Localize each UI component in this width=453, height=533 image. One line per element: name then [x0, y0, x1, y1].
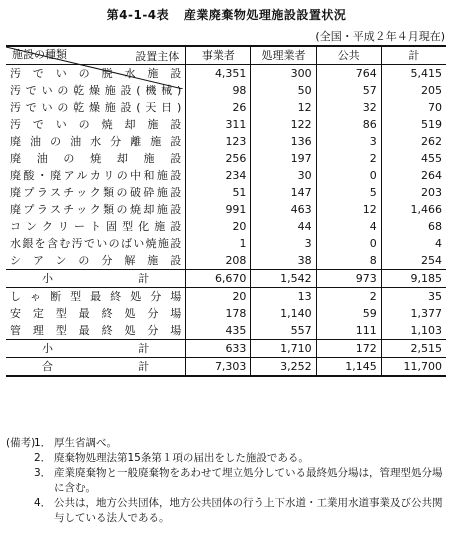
header-col-public: 公共 — [316, 46, 381, 65]
cell-total: 455 — [421, 152, 442, 165]
cell-public: 59 — [316, 305, 381, 322]
facility-type-label: 廃プラスチック類の焼却施設 — [6, 201, 186, 218]
subtotal2-business: 633 — [186, 340, 251, 358]
facility-type-label: 廃酸・廃アルカリの中和施設 — [6, 167, 186, 184]
cell-business: 208 — [186, 252, 251, 270]
header-type-label: 施設の種類 — [12, 48, 67, 61]
cell-total: 203 — [421, 186, 442, 199]
subtotal2-label: 小 計 — [6, 340, 186, 358]
cell-processor: 1,140 — [251, 305, 316, 322]
cell-processor: 3 — [251, 235, 316, 252]
cell-public: 12 — [316, 201, 381, 218]
grand-total-row — [6, 358, 446, 377]
table-row — [6, 235, 446, 252]
cell-public: 0 — [316, 235, 381, 252]
group2-body — [6, 288, 446, 340]
grand-total-public: 1,145 — [316, 358, 381, 377]
group1-body — [6, 65, 446, 270]
subtotal1-processor: 1,542 — [251, 270, 316, 288]
cell-total: 4 — [435, 237, 442, 250]
cell-total: 1,377 — [410, 307, 442, 320]
cell-total: 264 — [421, 169, 442, 182]
table-title-text: 産業廃棄物処理施設設置状況 — [183, 8, 347, 22]
subtotal2-processor: 1,710 — [251, 340, 316, 358]
cell-public: 3 — [316, 133, 381, 150]
cell-business: 20 — [186, 288, 251, 306]
cell-processor: 12 — [251, 99, 316, 116]
facility-type-label: 廃油の油水分離施設 — [6, 133, 186, 150]
subtotal1-business: 6,670 — [186, 270, 251, 288]
notes — [6, 436, 446, 526]
table-row — [6, 252, 446, 270]
grand-total-processor: 3,252 — [251, 358, 316, 377]
facility-type-label: シアンの分解施設 — [6, 252, 186, 270]
cell-business: 4,351 — [186, 65, 251, 83]
table-row — [6, 184, 446, 201]
cell-business: 26 — [186, 99, 251, 116]
subtotal1-row — [6, 270, 446, 288]
facility-type-label: 汚でいの乾燥施設(機械) — [6, 82, 186, 99]
cell-total: 205 — [421, 84, 442, 97]
cell-processor: 122 — [251, 116, 316, 133]
cell-total: 35 — [428, 290, 442, 303]
cell-business: 98 — [186, 82, 251, 99]
cell-business: 1 — [186, 235, 251, 252]
header-col-processor: 処理業者 — [251, 46, 316, 65]
cell-business: 51 — [186, 184, 251, 201]
table-row — [6, 201, 446, 218]
facility-type-label: 汚でいの焼却施設 — [6, 116, 186, 133]
cell-public: 4 — [316, 218, 381, 235]
cell-processor: 50 — [251, 82, 316, 99]
cell-public: 2 — [316, 150, 381, 167]
cell-business: 178 — [186, 305, 251, 322]
table-title — [0, 6, 453, 23]
subtotal1-public: 973 — [316, 270, 381, 288]
note-item: 2． 廃棄物処理法第15条第１項の届出をした施設である。 — [34, 452, 309, 464]
table-row — [6, 322, 446, 340]
diagonal-header-cell — [6, 46, 186, 65]
facility-type-label: 水銀を含む汚でいのばい焼施設 — [6, 235, 186, 252]
facility-type-label: しゃ断型最終処分場 — [6, 288, 186, 306]
header-row — [6, 46, 446, 65]
cell-business: 234 — [186, 167, 251, 184]
cell-public: 86 — [316, 116, 381, 133]
facility-type-label: 管理型最終処分場 — [6, 322, 186, 340]
subtotal2-row — [6, 340, 446, 358]
cell-processor: 136 — [251, 133, 316, 150]
facility-type-label: 廃プラスチック類の破砕施設 — [6, 184, 186, 201]
table-row — [6, 150, 446, 167]
header-col-total: 計 — [381, 46, 446, 65]
header-owner-label: 設置主体 — [135, 50, 180, 63]
subtotal2-total: 2,515 — [381, 340, 446, 358]
cell-total: 5,415 — [410, 67, 442, 80]
cell-processor: 300 — [251, 65, 316, 83]
table-row — [6, 116, 446, 133]
table-row — [6, 99, 446, 116]
table-row — [6, 133, 446, 150]
cell-public: 8 — [316, 252, 381, 270]
cell-total: 68 — [428, 220, 442, 233]
note-item: 3． 産業廃棄物と一般廃棄物をあわせて埋立処分している最終処分場は，管理型処分場に含む。 — [34, 467, 443, 494]
subtotal2-public: 172 — [316, 340, 381, 358]
cell-processor: 13 — [251, 288, 316, 306]
cell-total: 1,103 — [410, 324, 442, 337]
cell-processor: 463 — [251, 201, 316, 218]
cell-processor: 557 — [251, 322, 316, 340]
table-row — [6, 305, 446, 322]
table-row — [6, 288, 446, 306]
cell-public: 5 — [316, 184, 381, 201]
facility-table — [6, 45, 446, 377]
table-subtitle: (全国・平成２年４月現在) — [315, 30, 445, 43]
grand-total-business: 7,303 — [186, 358, 251, 377]
cell-total: 70 — [428, 101, 442, 114]
cell-public: 764 — [316, 65, 381, 83]
cell-business: 435 — [186, 322, 251, 340]
cell-public: 57 — [316, 82, 381, 99]
notes-lead: (備考) — [6, 437, 36, 449]
cell-total: 262 — [421, 135, 442, 148]
cell-total: 254 — [421, 254, 442, 267]
header-col-business: 事業者 — [186, 46, 251, 65]
cell-business: 256 — [186, 150, 251, 167]
cell-business: 311 — [186, 116, 251, 133]
cell-processor: 147 — [251, 184, 316, 201]
cell-processor: 44 — [251, 218, 316, 235]
cell-public: 111 — [316, 322, 381, 340]
facility-type-label: 汚でいの乾燥施設(天日) — [6, 99, 186, 116]
facility-type-label: コンクリート固型化施設 — [6, 218, 186, 235]
cell-business: 123 — [186, 133, 251, 150]
table-row — [6, 167, 446, 184]
cell-processor: 197 — [251, 150, 316, 167]
grand-total-total: 11,700 — [381, 358, 446, 377]
table-row — [6, 218, 446, 235]
subtotal1-label: 小 計 — [6, 270, 186, 288]
facility-type-label: 安定型最終処分場 — [6, 305, 186, 322]
note-item: (備考) 1． 厚生省調べ。 — [6, 437, 117, 449]
table-number: 第4-1-4表 — [106, 8, 170, 22]
note-item: 4． 公共は，地方公共団体，地方公共団体の行う上下水道・工業用水道事業及び公共関与している法人である。 — [34, 497, 443, 524]
cell-total: 519 — [421, 118, 442, 131]
subtotal1-total: 9,185 — [381, 270, 446, 288]
grand-total-label: 合 計 — [6, 358, 186, 377]
cell-processor: 30 — [251, 167, 316, 184]
facility-type-label: 廃油の焼却施設 — [6, 150, 186, 167]
cell-public: 32 — [316, 99, 381, 116]
cell-business: 991 — [186, 201, 251, 218]
cell-business: 20 — [186, 218, 251, 235]
cell-processor: 38 — [251, 252, 316, 270]
facility-type-label: 汚でいの脱水施設 — [6, 65, 186, 83]
cell-total: 1,466 — [410, 203, 442, 216]
cell-public: 2 — [316, 288, 381, 306]
cell-public: 0 — [316, 167, 381, 184]
